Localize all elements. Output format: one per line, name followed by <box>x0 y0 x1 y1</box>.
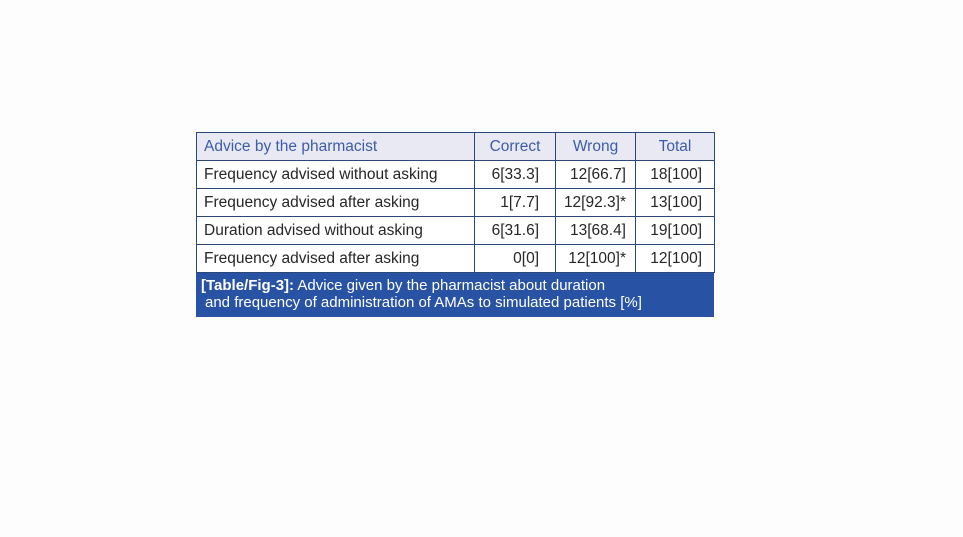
caption-line-1-text: Advice given by the pharmacist about duration <box>294 277 606 294</box>
table-row <box>197 217 715 245</box>
cell-correct: 6[31.6] <box>475 217 556 245</box>
header-total: Total <box>636 133 715 161</box>
cell-wrong: 12[100]* <box>556 245 636 273</box>
cell-wrong: 12[92.3]* <box>556 189 636 217</box>
cell-wrong: 12[66.7] <box>556 161 636 189</box>
table-caption <box>196 273 714 317</box>
table-row <box>197 189 715 217</box>
cell-total: 13[100] <box>636 189 715 217</box>
caption-line-2: and frequency of administration of AMAs to simulated patients [%] <box>205 293 642 311</box>
cell-wrong: 13[68.4] <box>556 217 636 245</box>
cell-correct: 1[7.7] <box>475 189 556 217</box>
table-header-row <box>197 133 715 161</box>
row-label: Duration advised without asking <box>197 217 475 245</box>
cell-correct: 6[33.3] <box>475 161 556 189</box>
header-wrong: Wrong <box>556 133 636 161</box>
table-row <box>197 245 715 273</box>
cell-total: 18[100] <box>636 161 715 189</box>
cell-total: 12[100] <box>636 245 715 273</box>
cell-correct: 0[0] <box>475 245 556 273</box>
advice-table <box>196 132 715 273</box>
table-row <box>197 161 715 189</box>
caption-line-1 <box>201 278 708 295</box>
header-advice-by-pharmacist: Advice by the pharmacist <box>197 133 475 161</box>
table-fig-3-figure <box>196 132 714 317</box>
row-label: Frequency advised without asking <box>197 161 475 189</box>
row-label: Frequency advised after asking <box>197 245 475 273</box>
row-label: Frequency advised after asking <box>197 189 475 217</box>
cell-total: 19[100] <box>636 217 715 245</box>
header-correct: Correct <box>475 133 556 161</box>
caption-figure-label: [Table/Fig-3]: <box>201 277 295 294</box>
